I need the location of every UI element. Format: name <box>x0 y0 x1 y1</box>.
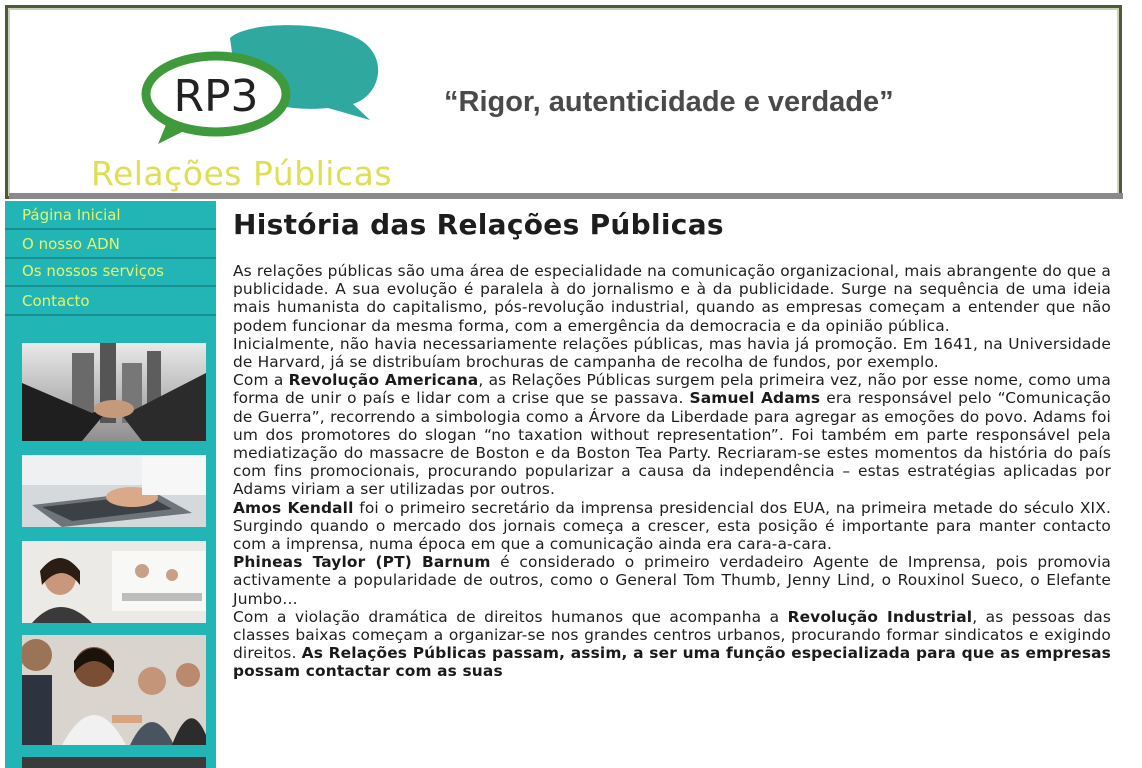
bold-text: Revolução Americana <box>288 371 479 390</box>
article-paragraph <box>233 608 1111 681</box>
nav-home-link[interactable]: Página Inicial <box>5 201 216 230</box>
business-team-photo-icon <box>22 635 206 745</box>
text-run: Com a <box>233 371 289 390</box>
article-paragraph <box>233 371 1111 498</box>
text-run: Inicialmente, não havia necessariamente relações públicas, mas havia já promoção. Em 1641, na Universidade de Harvard, já se distribuíam brochuras de campanha de recolha de fundos, por exemplo. <box>233 334 1111 372</box>
bold-text: As Relações Públicas passam, assim, a ser uma função especializada para que as empresas possam contactar com as suas <box>233 644 1111 681</box>
article-paragraph <box>233 499 1111 554</box>
cropped-photo-icon <box>22 757 206 768</box>
nav-services-link[interactable]: Os nossos serviços <box>5 259 216 287</box>
text-run: , as Relações Públicas surgem pela primeira vez, não por esse nome, como uma forma de unir o país e lidar com a crise que se passava. <box>233 371 1111 408</box>
text-run: , as pessoas das classes baixas começam a organizar-se nos grandes centros urbanos, procurando formar sindicatos e exigindo direitos. <box>233 607 1112 663</box>
text-run: é considerado o primeiro verdadeiro Agente de Imprensa, pois promovia activamente a popularidade de outros, como o General Tom Thumb, Jenny Lind, o Rouxinol Sueco, o Elefante Jumbo… <box>233 553 1111 608</box>
bold-text: Revolução Industrial <box>787 607 973 626</box>
laptop-typing-photo-icon <box>22 455 206 527</box>
text-run: era responsável pelo “Comunicação de Guerra”, recorrendo a simbologia como a Árvore da Liberdade para agregar as emoções do povo. Adams foi um dos promotores do slogan “no taxation without representation”. Foi também em parte responsável pela mediatização do massacre de Boston e da Boston Tea Party. Recriaram-se estes momentos da história do país com fins promocionais, procurando popularizar a causa da independência – estas estratégias aplicadas por Adams viriam a ser utilizadas por outros. <box>233 389 1111 499</box>
bold-text: Phineas Taylor (PT) Barnum <box>233 553 491 572</box>
article-paragraph <box>233 553 1111 608</box>
rp3-logo-icon[interactable] <box>138 16 388 146</box>
text-run: Com a violação dramática de direitos humanos que acompanha a <box>233 607 788 626</box>
bold-text: Samuel Adams <box>689 389 821 408</box>
handshake-photo-icon <box>22 343 206 441</box>
article-body <box>233 262 1111 681</box>
slogan: “Rigor, autenticidade e verdade” <box>444 86 894 118</box>
main-content <box>233 205 1111 681</box>
header-shadow <box>9 193 1123 199</box>
bold-text: Amos Kendall <box>233 498 354 517</box>
text-run: foi o primeiro secretário da imprensa presidencial dos EUA, na primeira metade do século XIX. Surgindo quando o mercado dos jornais começa a crescer, esta posição é importante para manter contacto com a imprensa, numa época em que a comunicação ainda era cara-a-cara. <box>233 498 1111 554</box>
nav-about-link[interactable]: O nosso ADN <box>5 230 216 259</box>
logo-text: RP3 <box>173 71 259 122</box>
article-paragraph <box>233 262 1111 335</box>
text-run: As relações públicas são uma área de especialidade na comunicação organizacional, mais abrangente do que a publicidade. A sua evolução é paralela à do jornalismo e à da publicidade. Surge na sequência de uma ideia mais humanista do capitalismo, pós-revolução industrial, quando as empresas começam a entender que não podem funcionar da mesma forma, com a emergência da democracia e da opinião pública. <box>233 262 1111 335</box>
call-center-photo-icon <box>22 541 206 623</box>
brand-name: Relações Públicas <box>91 154 393 193</box>
site-header <box>5 5 1122 199</box>
article-paragraph <box>233 335 1111 371</box>
nav-contact-link[interactable]: Contacto <box>5 287 216 316</box>
page-title: História das Relações Públicas <box>233 208 724 241</box>
sidebar <box>5 201 216 768</box>
